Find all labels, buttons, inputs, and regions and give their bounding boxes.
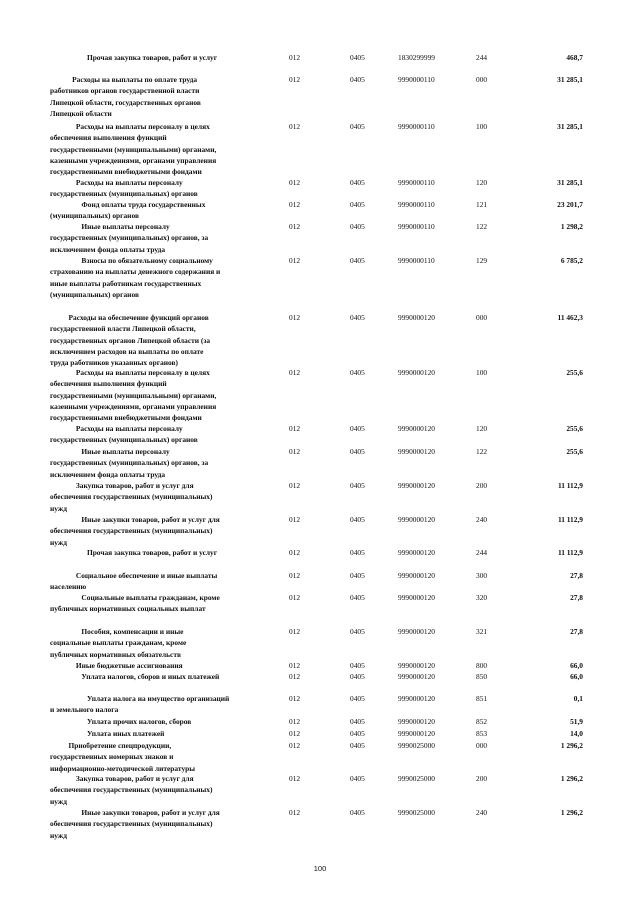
row-name: Социальные выплаты гражданам, кроме публичных нормативных социальных выплат [50, 593, 220, 614]
row-section-code: 0405 [350, 222, 365, 231]
table-row [0, 740, 640, 773]
row-section-code: 0405 [350, 808, 365, 817]
row-sum: 11 112,9 [557, 515, 583, 524]
row-target-article: 9990000110 [398, 178, 435, 187]
row-target-article: 1830299999 [398, 53, 435, 62]
row-ministry-code: 012 [289, 122, 301, 131]
row-ministry-code: 012 [289, 717, 301, 726]
row-ministry-code: 012 [289, 774, 301, 783]
row-name: Расходы на выплаты персоналу в целях обеспечения выполнения функций государственными (муниципальными) органами, казенными учреждениями, органами управления государственными внебюджетными фондами [50, 368, 217, 423]
row-sum: 0,1 [573, 694, 583, 703]
row-section-code: 0405 [350, 313, 365, 322]
row-section-code: 0405 [350, 741, 365, 750]
row-sum: 66,0 [570, 661, 583, 670]
row-expense-type: 120 [476, 178, 488, 187]
row-expense-type: 300 [476, 571, 488, 580]
row-expense-type: 200 [476, 481, 488, 490]
row-name: Иные выплаты персоналу государственных (муниципальных) органов, за исключением фонда оплаты труда [50, 447, 209, 479]
row-target-article: 9990000110 [398, 122, 435, 131]
row-section-code: 0405 [350, 424, 365, 433]
row-target-article: 9990000120 [398, 661, 435, 670]
row-section-code: 0405 [350, 75, 365, 84]
row-target-article: 9990000120 [398, 729, 435, 738]
row-ministry-code: 012 [289, 53, 301, 62]
row-target-article: 9990000110 [398, 222, 435, 231]
row-sum: 27,8 [570, 593, 583, 602]
table-row [0, 626, 640, 659]
row-name: Расходы на выплаты персоналу в целях обеспечения выполнения функций государственными (муниципальными) органами, казенными учреждениями, органами управления государственными внебюджетными фондами [50, 122, 217, 177]
row-name: Уплата налогов, сборов и иных платежей [50, 672, 220, 681]
row-expense-type: 122 [476, 222, 488, 231]
row-sum: 11 112,9 [557, 548, 583, 557]
row-expense-type: 321 [476, 627, 488, 636]
row-target-article: 9990025000 [398, 774, 435, 783]
row-sum: 27,8 [570, 627, 583, 636]
row-expense-type: 850 [476, 672, 488, 681]
row-name: Иные закупки товаров, работ и услуг для обеспечения государственных (муниципальных) нужд [50, 515, 220, 547]
row-section-code: 0405 [350, 447, 365, 456]
table-row [0, 807, 640, 840]
table-row [0, 773, 640, 806]
table-row [0, 480, 640, 513]
row-sum: 14,0 [570, 729, 583, 738]
table-row [0, 52, 640, 64]
row-section-code: 0405 [350, 729, 365, 738]
row-expense-type: 100 [476, 368, 488, 377]
row-sum: 1 296,2 [560, 741, 583, 750]
row-target-article: 9990000120 [398, 627, 435, 636]
row-expense-type: 852 [476, 717, 488, 726]
row-sum: 255,6 [566, 447, 583, 456]
row-target-article: 9990000110 [398, 75, 435, 84]
row-section-code: 0405 [350, 200, 365, 209]
row-name: Уплата иных платежей [50, 729, 165, 738]
table-row [0, 367, 640, 423]
row-ministry-code: 012 [289, 178, 301, 187]
table-row [0, 693, 640, 715]
row-expense-type: 129 [476, 256, 488, 265]
row-name: Иные выплаты персоналу государственных (муниципальных) органов, за исключением фонда оплаты труда [50, 222, 209, 254]
row-section-code: 0405 [350, 515, 365, 524]
row-sum: 255,6 [566, 368, 583, 377]
row-target-article: 9990000120 [398, 515, 435, 524]
row-name: Пособия, компенсации и иные социальные выплаты гражданам, кроме публичных нормативных обязательств [50, 627, 187, 659]
row-ministry-code: 012 [289, 313, 301, 322]
table-row [0, 671, 640, 683]
table-row [0, 312, 640, 368]
row-name: Приобретение спецпродукции, государственных номерных знаков и информационно-методической литературы [50, 741, 196, 773]
row-sum: 1 296,2 [560, 808, 583, 817]
row-ministry-code: 012 [289, 200, 301, 209]
row-name: Закупка товаров, работ и услуг для обеспечения государственных (муниципальных) нужд [50, 774, 213, 806]
row-sum: 31 285,1 [557, 178, 583, 187]
row-name: Расходы на выплаты персоналу государственных (муниципальных) органов [50, 424, 198, 445]
row-expense-type: 200 [476, 774, 488, 783]
row-expense-type: 240 [476, 515, 488, 524]
row-section-code: 0405 [350, 694, 365, 703]
row-ministry-code: 012 [289, 548, 301, 557]
page-number: 100 [313, 864, 327, 873]
row-sum: 31 285,1 [557, 122, 583, 131]
row-sum: 11 462,3 [557, 313, 583, 322]
row-name: Уплата прочих налогов, сборов [50, 717, 192, 726]
table-row [0, 221, 640, 254]
row-sum: 51,9 [570, 717, 583, 726]
row-ministry-code: 012 [289, 447, 301, 456]
row-ministry-code: 012 [289, 256, 301, 265]
row-target-article: 9990000120 [398, 593, 435, 602]
row-sum: 1 298,2 [560, 222, 583, 231]
table-row [0, 121, 640, 177]
row-section-code: 0405 [350, 661, 365, 670]
row-name: Иные закупки товаров, работ и услуг для обеспечения государственных (муниципальных) нужд [50, 808, 220, 840]
row-target-article: 9990025000 [398, 741, 435, 750]
table-row [0, 446, 640, 479]
row-ministry-code: 012 [289, 75, 301, 84]
row-expense-type: 244 [476, 548, 488, 557]
row-target-article: 9990000120 [398, 481, 435, 490]
row-sum: 255,6 [566, 424, 583, 433]
row-section-code: 0405 [350, 122, 365, 131]
row-section-code: 0405 [350, 571, 365, 580]
row-expense-type: 100 [476, 122, 488, 131]
row-target-article: 9990000120 [398, 313, 435, 322]
row-target-article: 9990000120 [398, 717, 435, 726]
row-section-code: 0405 [350, 178, 365, 187]
row-ministry-code: 012 [289, 661, 301, 670]
row-ministry-code: 012 [289, 424, 301, 433]
row-ministry-code: 012 [289, 741, 301, 750]
row-expense-type: 240 [476, 808, 488, 817]
row-expense-type: 244 [476, 53, 488, 62]
row-target-article: 9990000120 [398, 447, 435, 456]
row-target-article: 9990000110 [398, 200, 435, 209]
row-sum: 11 112,9 [557, 481, 583, 490]
row-expense-type: 121 [476, 200, 488, 209]
row-section-code: 0405 [350, 53, 365, 62]
row-ministry-code: 012 [289, 808, 301, 817]
row-expense-type: 000 [476, 313, 488, 322]
row-name: Социальное обеспечение и иные выплаты населению [50, 571, 218, 592]
row-target-article: 9990000120 [398, 548, 435, 557]
row-name: Иные бюджетные ассигнования [50, 661, 183, 670]
row-expense-type: 120 [476, 424, 488, 433]
row-ministry-code: 012 [289, 481, 301, 490]
row-ministry-code: 012 [289, 593, 301, 602]
row-section-code: 0405 [350, 774, 365, 783]
table-row [0, 177, 640, 199]
row-sum: 27,8 [570, 571, 583, 580]
row-ministry-code: 012 [289, 571, 301, 580]
row-sum: 66,0 [570, 672, 583, 681]
row-name: Закупка товаров, работ и услуг для обеспечения государственных (муниципальных) нужд [50, 481, 213, 513]
row-sum: 468,7 [566, 53, 583, 62]
table-row [0, 199, 640, 221]
row-target-article: 9990000110 [398, 256, 435, 265]
row-name: Фонд оплаты труда государственных (муниципальных) органов [50, 200, 206, 221]
row-target-article: 9990000120 [398, 424, 435, 433]
row-expense-type: 000 [476, 741, 488, 750]
row-section-code: 0405 [350, 717, 365, 726]
row-name: Уплата налога на имущество организаций и земельного налога [50, 694, 230, 715]
row-expense-type: 000 [476, 75, 488, 84]
table-row [0, 514, 640, 547]
row-target-article: 9990000120 [398, 368, 435, 377]
row-expense-type: 122 [476, 447, 488, 456]
row-name: Взносы по обязательному социальному страхованию на выплаты денежного содержания и иные выплаты работникам государственных (муниципальных) органов [50, 256, 221, 299]
row-section-code: 0405 [350, 548, 365, 557]
row-expense-type: 800 [476, 661, 488, 670]
row-ministry-code: 012 [289, 515, 301, 524]
row-ministry-code: 012 [289, 672, 301, 681]
row-section-code: 0405 [350, 256, 365, 265]
row-ministry-code: 012 [289, 368, 301, 377]
row-target-article: 9990000120 [398, 571, 435, 580]
row-ministry-code: 012 [289, 222, 301, 231]
row-name: Прочая закупка товаров, работ и услуг [50, 53, 218, 62]
row-sum: 23 201,7 [557, 200, 583, 209]
row-section-code: 0405 [350, 672, 365, 681]
table-row [0, 728, 640, 740]
row-sum: 31 285,1 [557, 75, 583, 84]
table-row [0, 547, 640, 559]
row-ministry-code: 012 [289, 729, 301, 738]
row-section-code: 0405 [350, 627, 365, 636]
row-expense-type: 851 [476, 694, 488, 703]
row-name: Расходы на обеспечение функций органов государственной власти Липецкой области, государственных органов Липецкой области (за исключением расходов на выплаты по оплате труда работников указанных органов) [50, 313, 211, 368]
row-expense-type: 853 [476, 729, 488, 738]
row-name: Расходы на выплаты персоналу государственных (муниципальных) органов [50, 178, 198, 199]
row-section-code: 0405 [350, 593, 365, 602]
row-target-article: 9990000120 [398, 694, 435, 703]
row-target-article: 9990000120 [398, 672, 435, 681]
table-row [0, 592, 640, 614]
row-expense-type: 320 [476, 593, 488, 602]
row-ministry-code: 012 [289, 627, 301, 636]
table-row [0, 255, 640, 299]
row-ministry-code: 012 [289, 694, 301, 703]
table-row [0, 570, 640, 592]
table-row [0, 716, 640, 728]
row-section-code: 0405 [350, 368, 365, 377]
row-sum: 1 296,2 [560, 774, 583, 783]
table-row [0, 74, 640, 118]
row-target-article: 9990025000 [398, 808, 435, 817]
table-row [0, 423, 640, 445]
row-name: Прочая закупка товаров, работ и услуг [50, 548, 218, 557]
row-section-code: 0405 [350, 481, 365, 490]
row-name: Расходы на выплаты по оплате труда работников органов государственной власти Липецкой области, государственных органов Липецкой области [50, 75, 201, 118]
row-sum: 6 785,2 [560, 256, 583, 265]
